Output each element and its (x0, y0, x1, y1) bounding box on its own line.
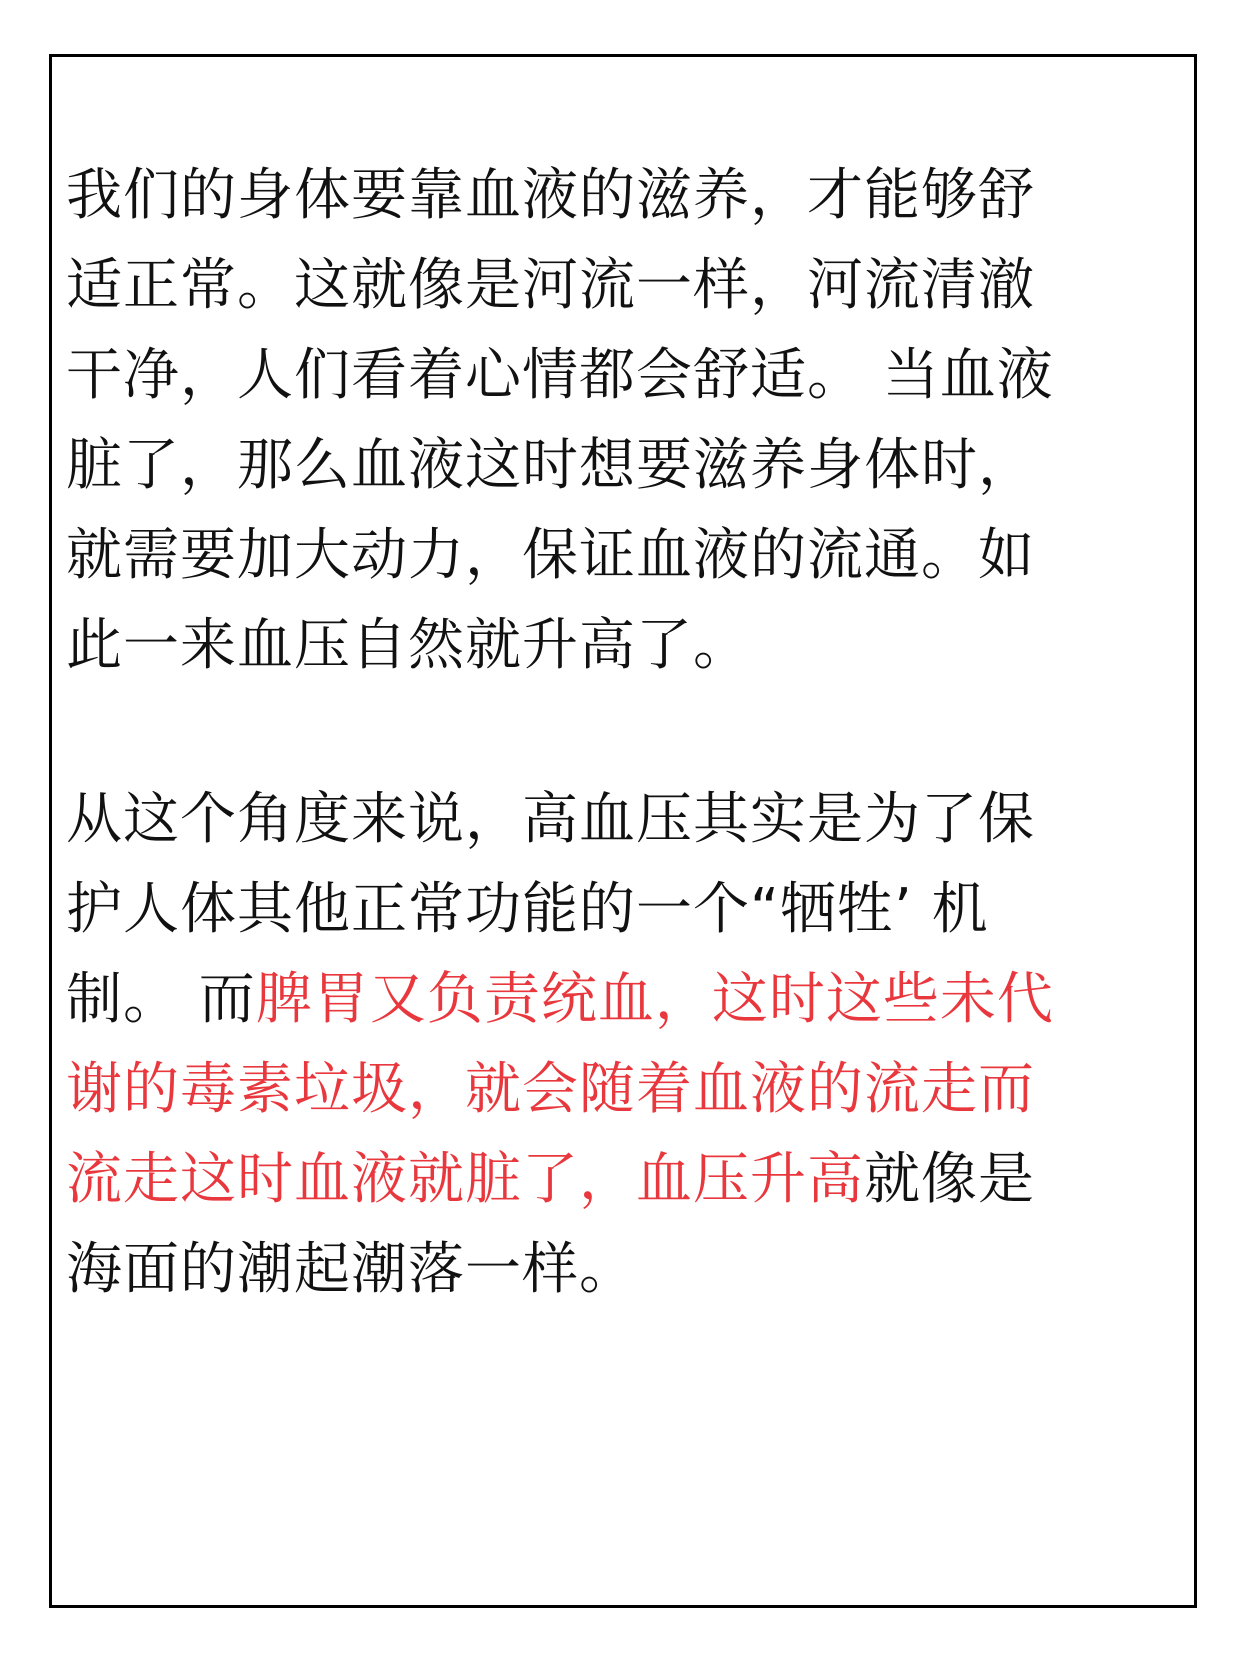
text-line: 干净，人们看着心情都会舒适。 当血液 (66, 343, 1054, 408)
text-line-mixed (66, 1135, 1196, 1225)
highlighted-text: 流走这时血液就脏了，血压升高 (66, 1147, 864, 1212)
text-line: 就需要加大动力，保证血液的流通。如 (66, 523, 1035, 588)
highlighted-text: 脾胃又负责统血，这时这些未代 (255, 967, 1054, 1032)
text-line: 此一来血压自然就升高了。 (66, 613, 750, 678)
text-line: 适正常。这就像是河流一样，河流清澈 (66, 253, 1035, 318)
text-line: 护人体其他正常功能的一个“牺牲’ 机 (66, 877, 989, 942)
paragraph-2 (66, 775, 1196, 1315)
text-line-mixed (66, 955, 1196, 1045)
highlighted-text-line: 谢的毒素垃圾，就会随着血液的流走而 (66, 1057, 1035, 1122)
text-segment: 制。 而 (66, 967, 256, 1032)
text-line: 海面的潮起潮落一样。 (66, 1237, 636, 1302)
text-segment: 就像是 (864, 1147, 1035, 1212)
paragraph-1 (66, 151, 1196, 691)
text-line: 从这个角度来说，高血压其实是为了保 (66, 787, 1035, 852)
text-line: 脏了，那么血液这时想要滋养身体时， (66, 433, 1035, 498)
text-line: 我们的身体要靠血液的滋养，才能够舒 (66, 163, 1035, 228)
